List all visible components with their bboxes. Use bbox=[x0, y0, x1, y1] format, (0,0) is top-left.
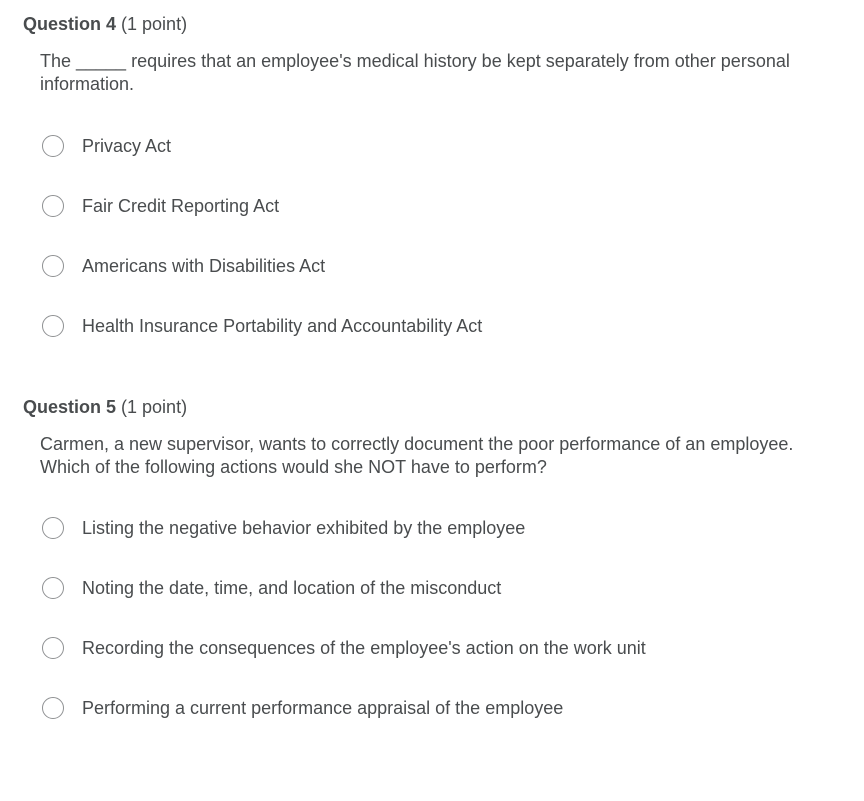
radio-button[interactable] bbox=[42, 195, 64, 217]
radio-button[interactable] bbox=[42, 697, 64, 719]
answer-option-label[interactable]: Americans with Disabilities Act bbox=[82, 255, 326, 276]
answer-option-label[interactable]: Listing the negative behavior exhibited by the employee bbox=[82, 517, 526, 538]
question-title: Question 4 bbox=[23, 14, 117, 34]
question-header bbox=[23, 395, 187, 419]
radio-button[interactable] bbox=[42, 255, 64, 277]
radio-button[interactable] bbox=[42, 517, 64, 539]
answer-option-label[interactable]: Noting the date, time, and location of the misconduct bbox=[82, 577, 502, 598]
radio-button[interactable] bbox=[42, 135, 64, 157]
radio-button[interactable] bbox=[42, 577, 64, 599]
question-points: (1 point) bbox=[121, 397, 188, 417]
question-text: The _____ requires that an employee's medical history be kept separately from other personal information. bbox=[40, 51, 790, 94]
answer-option-label[interactable]: Recording the consequences of the employee's action on the work unit bbox=[82, 637, 646, 658]
answer-option-label[interactable]: Fair Credit Reporting Act bbox=[82, 195, 280, 216]
answer-option[interactable] bbox=[42, 514, 525, 542]
radio-button[interactable] bbox=[42, 315, 64, 337]
answer-option[interactable] bbox=[42, 694, 563, 722]
answer-option[interactable] bbox=[42, 574, 501, 602]
question-header bbox=[23, 12, 187, 36]
answer-option[interactable] bbox=[42, 312, 482, 340]
answer-option-label[interactable]: Privacy Act bbox=[82, 135, 172, 156]
question-title: Question 5 bbox=[23, 397, 117, 417]
answer-option-label[interactable]: Health Insurance Portability and Accountability Act bbox=[82, 315, 483, 336]
answer-option[interactable] bbox=[42, 132, 171, 160]
answer-option[interactable] bbox=[42, 634, 646, 662]
answer-option-label[interactable]: Performing a current performance appraisal of the employee bbox=[82, 697, 564, 718]
question-text: Carmen, a new supervisor, wants to correctly document the poor performance of an employee. Which of the following actions would she NOT have to perform? bbox=[40, 434, 794, 477]
answer-option[interactable] bbox=[42, 192, 279, 220]
radio-button[interactable] bbox=[42, 637, 64, 659]
question-points: (1 point) bbox=[121, 14, 188, 34]
answer-option[interactable] bbox=[42, 252, 325, 280]
